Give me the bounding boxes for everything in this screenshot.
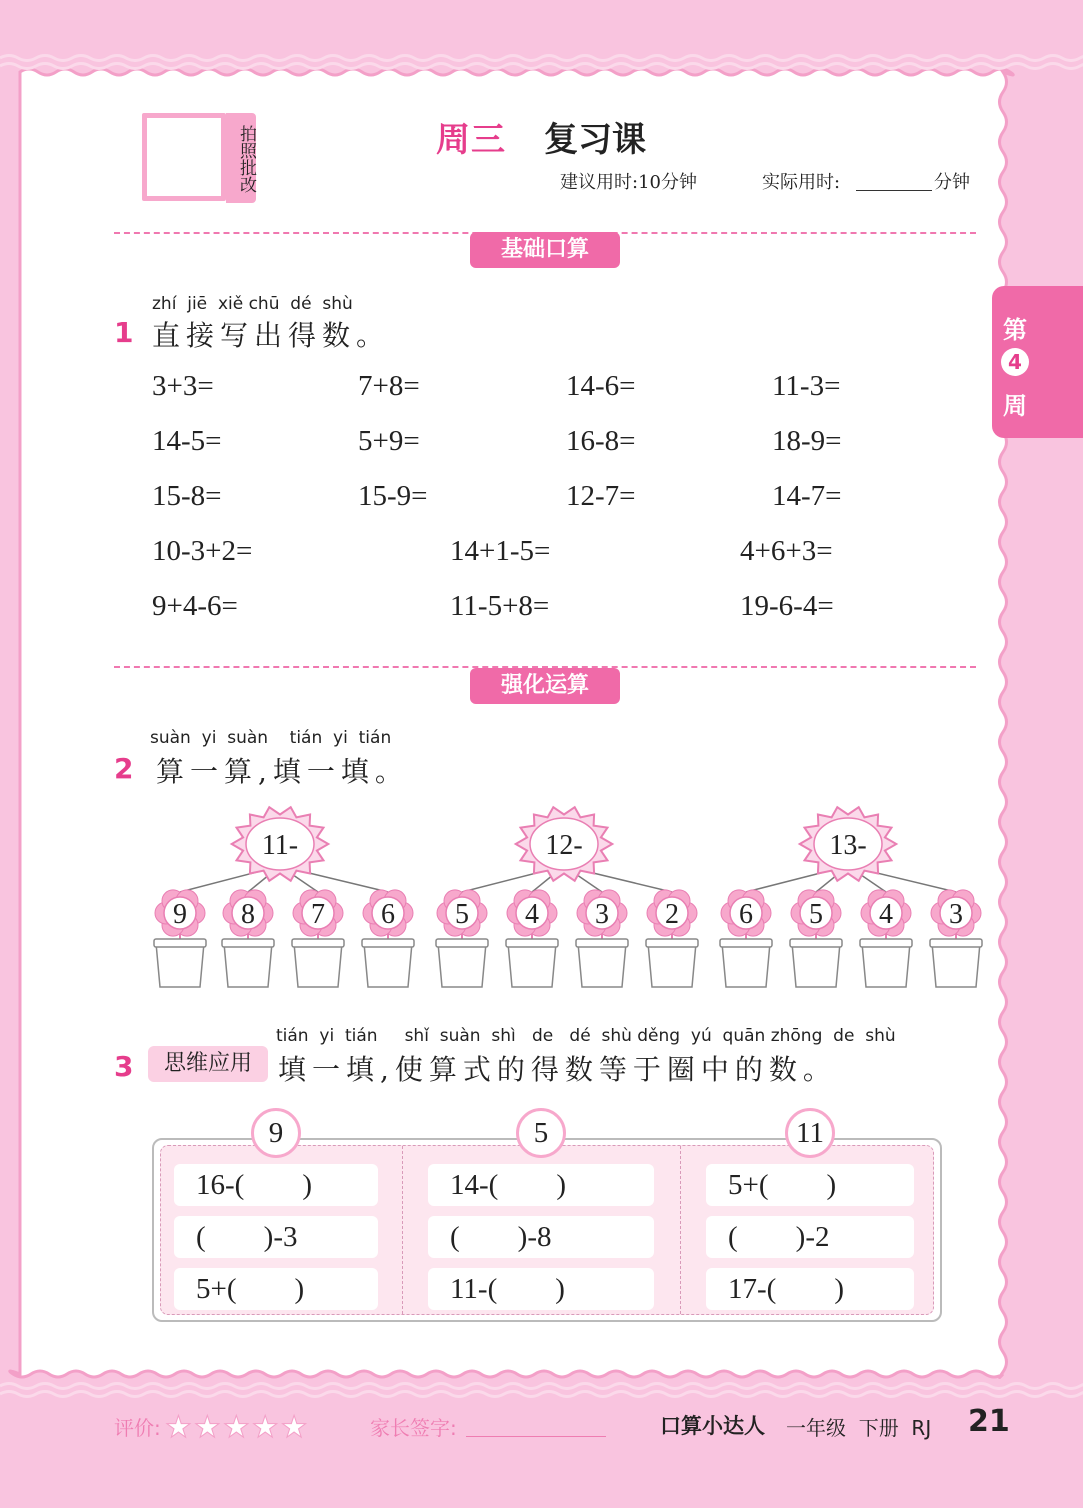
flower-pot-rim xyxy=(646,939,698,947)
q2-flower-diagram xyxy=(0,790,1083,1000)
q3-column-divider xyxy=(680,1146,681,1314)
q1-expression: 11-5+8= xyxy=(450,590,550,622)
decorative-wave xyxy=(0,1384,1083,1389)
thinking-tag: 思维应用 xyxy=(148,1046,268,1082)
parent-sign-label: 家长签字: xyxy=(370,1416,457,1440)
q1-expression: 5+9= xyxy=(358,425,420,457)
flower-pot xyxy=(156,943,204,987)
flower-pot xyxy=(932,943,980,987)
target-number-circle: 11 xyxy=(785,1108,835,1158)
q1-expression: 3+3= xyxy=(152,370,214,402)
flower-pot xyxy=(792,943,840,987)
flower-pot xyxy=(722,943,770,987)
decorative-wave xyxy=(0,64,1083,69)
fill-blank-expression[interactable]: ( )-2 xyxy=(706,1216,914,1258)
week-tab-number: 4 xyxy=(1001,348,1029,376)
fill-blank-expression[interactable]: 5+( ) xyxy=(706,1164,914,1206)
fill-blank-expression[interactable]: ( )-3 xyxy=(174,1216,378,1258)
week-tab-bottom: 周 xyxy=(1003,392,1027,420)
q1-expression: 10-3+2= xyxy=(152,535,253,567)
lesson-title: 复习课 xyxy=(544,120,646,160)
star-icon[interactable]: ★ xyxy=(193,1410,221,1445)
flower-pot-rim xyxy=(860,939,912,947)
flower-pot xyxy=(294,943,342,987)
sun-expression: 12- xyxy=(545,830,583,861)
flower-pot xyxy=(578,943,626,987)
star-icon[interactable]: ★ xyxy=(280,1410,308,1445)
flower-number: 4 xyxy=(879,899,893,930)
actual-time-blank[interactable] xyxy=(856,190,932,191)
flower-number: 3 xyxy=(595,899,609,930)
q3-instruction: 填一填,使算式的得数等于圈中的数。 xyxy=(278,1053,837,1086)
photo-correct-label: 拍照批改 xyxy=(236,125,256,193)
flower-number: 6 xyxy=(381,899,395,930)
flower-pot xyxy=(438,943,486,987)
section-badge-strengthen: 强化运算 xyxy=(470,668,620,704)
q1-expression: 19-6-4= xyxy=(740,590,834,622)
fill-blank-expression[interactable]: 5+( ) xyxy=(174,1268,378,1310)
flower-number: 9 xyxy=(173,899,187,930)
star-icon[interactable]: ★ xyxy=(165,1410,192,1445)
flower-number: 8 xyxy=(241,899,255,930)
q1-expression: 7+8= xyxy=(358,370,420,402)
q1-expression: 4+6+3= xyxy=(740,535,833,567)
flower-number: 5 xyxy=(455,899,469,930)
flower-pot-rim xyxy=(576,939,628,947)
flower-number: 6 xyxy=(739,899,753,930)
q2-number: 2 xyxy=(114,752,134,785)
q2-pinyin: suàn yi suàn tián yi tián xyxy=(150,728,392,748)
evaluation-label: 评价: xyxy=(114,1416,161,1440)
page-number: 21 xyxy=(968,1404,1010,1439)
flower-pot-rim xyxy=(506,939,558,947)
flower-pot xyxy=(364,943,412,987)
fill-blank-expression[interactable]: 17-( ) xyxy=(706,1268,914,1310)
q1-expression: 14+1-5= xyxy=(450,535,551,567)
flower-pot-rim xyxy=(154,939,206,947)
q3-pinyin: tián yi tián shǐ suàn shì de dé shù děng yú quān zhōng de shù xyxy=(276,1026,896,1046)
fill-blank-expression[interactable]: 11-( ) xyxy=(428,1268,654,1310)
week-tab-top: 第 xyxy=(1003,316,1027,344)
flower-pot-rim xyxy=(292,939,344,947)
q1-expression: 15-9= xyxy=(358,480,428,512)
flower-number: 5 xyxy=(809,899,823,930)
flower-number: 7 xyxy=(311,899,325,930)
target-number-circle: 9 xyxy=(251,1108,301,1158)
book-grade: 一年级 下册 RJ xyxy=(786,1416,932,1440)
suggest-time: 建议用时:10分钟 xyxy=(560,172,697,193)
photo-box xyxy=(142,113,226,201)
flower-number: 2 xyxy=(665,899,679,930)
rating-stars[interactable] xyxy=(165,1410,310,1445)
flower-number: 3 xyxy=(949,899,963,930)
flower-pot xyxy=(648,943,696,987)
week-tab xyxy=(992,286,1083,438)
decorative-wave xyxy=(0,56,1083,61)
flower-pot xyxy=(508,943,556,987)
q1-expression: 15-8= xyxy=(152,480,222,512)
flower-pot xyxy=(862,943,910,987)
decorative-wave xyxy=(0,1392,1083,1397)
q3-number: 3 xyxy=(114,1050,134,1083)
sun-expression: 11- xyxy=(261,830,299,861)
actual-time-label: 实际用时: xyxy=(762,172,841,193)
q1-expression: 14-5= xyxy=(152,425,222,457)
q1-pinyin: zhí jiē xiě chū dé shù xyxy=(152,294,353,314)
q3-column-divider xyxy=(402,1146,403,1314)
flower-pot xyxy=(224,943,272,987)
sun-expression: 13- xyxy=(829,830,867,861)
fill-blank-expression[interactable]: 16-( ) xyxy=(174,1164,378,1206)
target-number-circle: 5 xyxy=(516,1108,566,1158)
q1-expression: 9+4-6= xyxy=(152,590,238,622)
book-title: 口算小达人 xyxy=(660,1414,765,1438)
flower-pot-rim xyxy=(720,939,772,947)
q1-expression: 12-7= xyxy=(566,480,636,512)
q1-expression: 11-3= xyxy=(772,370,841,402)
fill-blank-expression[interactable]: 14-( ) xyxy=(428,1164,654,1206)
flower-number: 4 xyxy=(525,899,539,930)
fill-blank-expression[interactable]: ( )-8 xyxy=(428,1216,654,1258)
star-icon[interactable]: ★ xyxy=(222,1410,250,1445)
flower-pot-rim xyxy=(930,939,982,947)
flower-pot-rim xyxy=(222,939,274,947)
q1-expression: 14-7= xyxy=(772,480,842,512)
q1-expression: 18-9= xyxy=(772,425,842,457)
q1-number: 1 xyxy=(114,316,134,349)
actual-time-unit: 分钟 xyxy=(934,172,970,193)
q1-expression: 14-6= xyxy=(566,370,636,402)
flower-pot-rim xyxy=(790,939,842,947)
star-icon[interactable]: ★ xyxy=(251,1410,279,1445)
day-title: 周三 xyxy=(436,120,506,160)
q2-instruction: 算一算,填一填。 xyxy=(156,755,409,788)
flower-pot-rim xyxy=(436,939,488,947)
photo-correct-tab[interactable] xyxy=(226,113,256,203)
q1-instruction: 直接写出得数。 xyxy=(152,319,391,352)
section-badge-basic: 基础口算 xyxy=(470,232,620,268)
q1-expression: 16-8= xyxy=(566,425,636,457)
flower-pot-rim xyxy=(362,939,414,947)
parent-sign-blank[interactable] xyxy=(466,1436,606,1437)
